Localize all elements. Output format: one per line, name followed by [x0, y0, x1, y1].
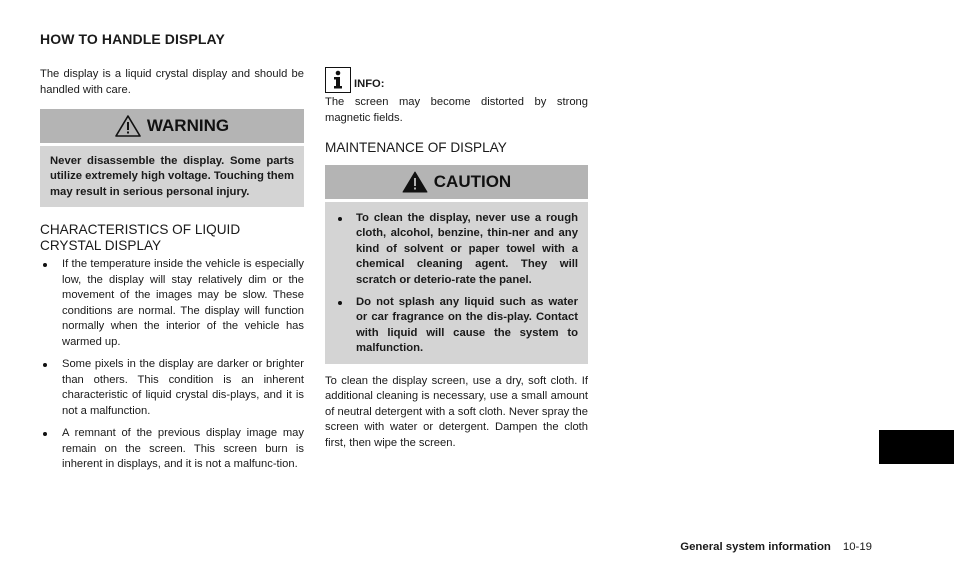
warning-box [40, 109, 304, 207]
section-tab [879, 430, 954, 464]
list-item-text: A remnant of the previous display image may remain on the screen. This screen burn is inherent in displays, and it is not a malfunc-tion. [62, 427, 304, 471]
list-item [40, 357, 304, 419]
intro-text: The display is a liquid crystal display and should be handled with care. [40, 68, 304, 96]
maintenance-title: MAINTENANCE OF DISPLAY [325, 140, 507, 155]
page-footer [600, 541, 872, 553]
warning-triangle-icon [115, 114, 141, 138]
caution-label: CAUTION [433, 172, 512, 191]
info-icon [325, 67, 351, 93]
characteristics-title-line2: CRYSTAL DISPLAY [40, 238, 162, 254]
warning-body [40, 146, 304, 207]
characteristics-title-line1: CHARACTERISTICS OF LIQUID [40, 222, 241, 238]
info-text: The screen may become distorted by strong magnetic fields. [325, 96, 588, 124]
caution-header [325, 165, 588, 199]
maintenance-text: To clean the display screen, use a dry, soft cloth. If additional cleaning is necessary, use a small amount of neutral detergent with a soft cloth. Never spray the screen with water or detergent. Dampen the cloth first, then wipe the screen. [325, 374, 588, 449]
left-column [40, 67, 304, 473]
characteristics-title [40, 222, 304, 254]
info-label: INFO: [354, 78, 385, 90]
list-item [40, 426, 304, 473]
characteristics-section [40, 222, 304, 473]
page-number: 10-19 [842, 541, 872, 553]
warning-label: WARNING [146, 116, 230, 135]
middle-column [325, 67, 588, 451]
footer-section-name: General system information [680, 541, 831, 553]
list-item-text: Some pixels in the display are darker or brighter than others. This condition is an inherent characteristic of liquid crystal dis-plays, and it is not a malfunction. [62, 358, 304, 417]
warning-header [40, 109, 304, 143]
list-item-text: If the temperature inside the vehicle is especially low, the display will stay relatively dim or the movement of the images may be slow. These conditions are normal. The display will function normally when the interior of the vehicle has warmed up. [62, 258, 304, 348]
list-item [40, 257, 304, 350]
page-heading: HOW TO HANDLE DISPLAY [40, 31, 225, 47]
list-item-text: To clean the display, never use a rough cloth, alcohol, benzine, thin-ner and any kind of solvent or paper towel with a chemical cleaning agent. They will scratch or deterio-rate the panel. [356, 212, 578, 286]
info-row [325, 67, 588, 93]
characteristics-list [40, 257, 304, 473]
list-item-text: Do not splash any liquid such as water or car fragrance on the dis-play. Contact with liquid will cause the system to malfunction. [356, 296, 578, 355]
caution-box [325, 165, 588, 364]
caution-list [336, 211, 578, 357]
list-item [336, 295, 578, 357]
warning-text: Never disassemble the display. Some parts utilize extremely high voltage. Touching them may result in serious personal injury. [50, 155, 294, 198]
list-item [336, 211, 578, 288]
caution-body [325, 202, 588, 364]
caution-triangle-icon [402, 170, 428, 194]
